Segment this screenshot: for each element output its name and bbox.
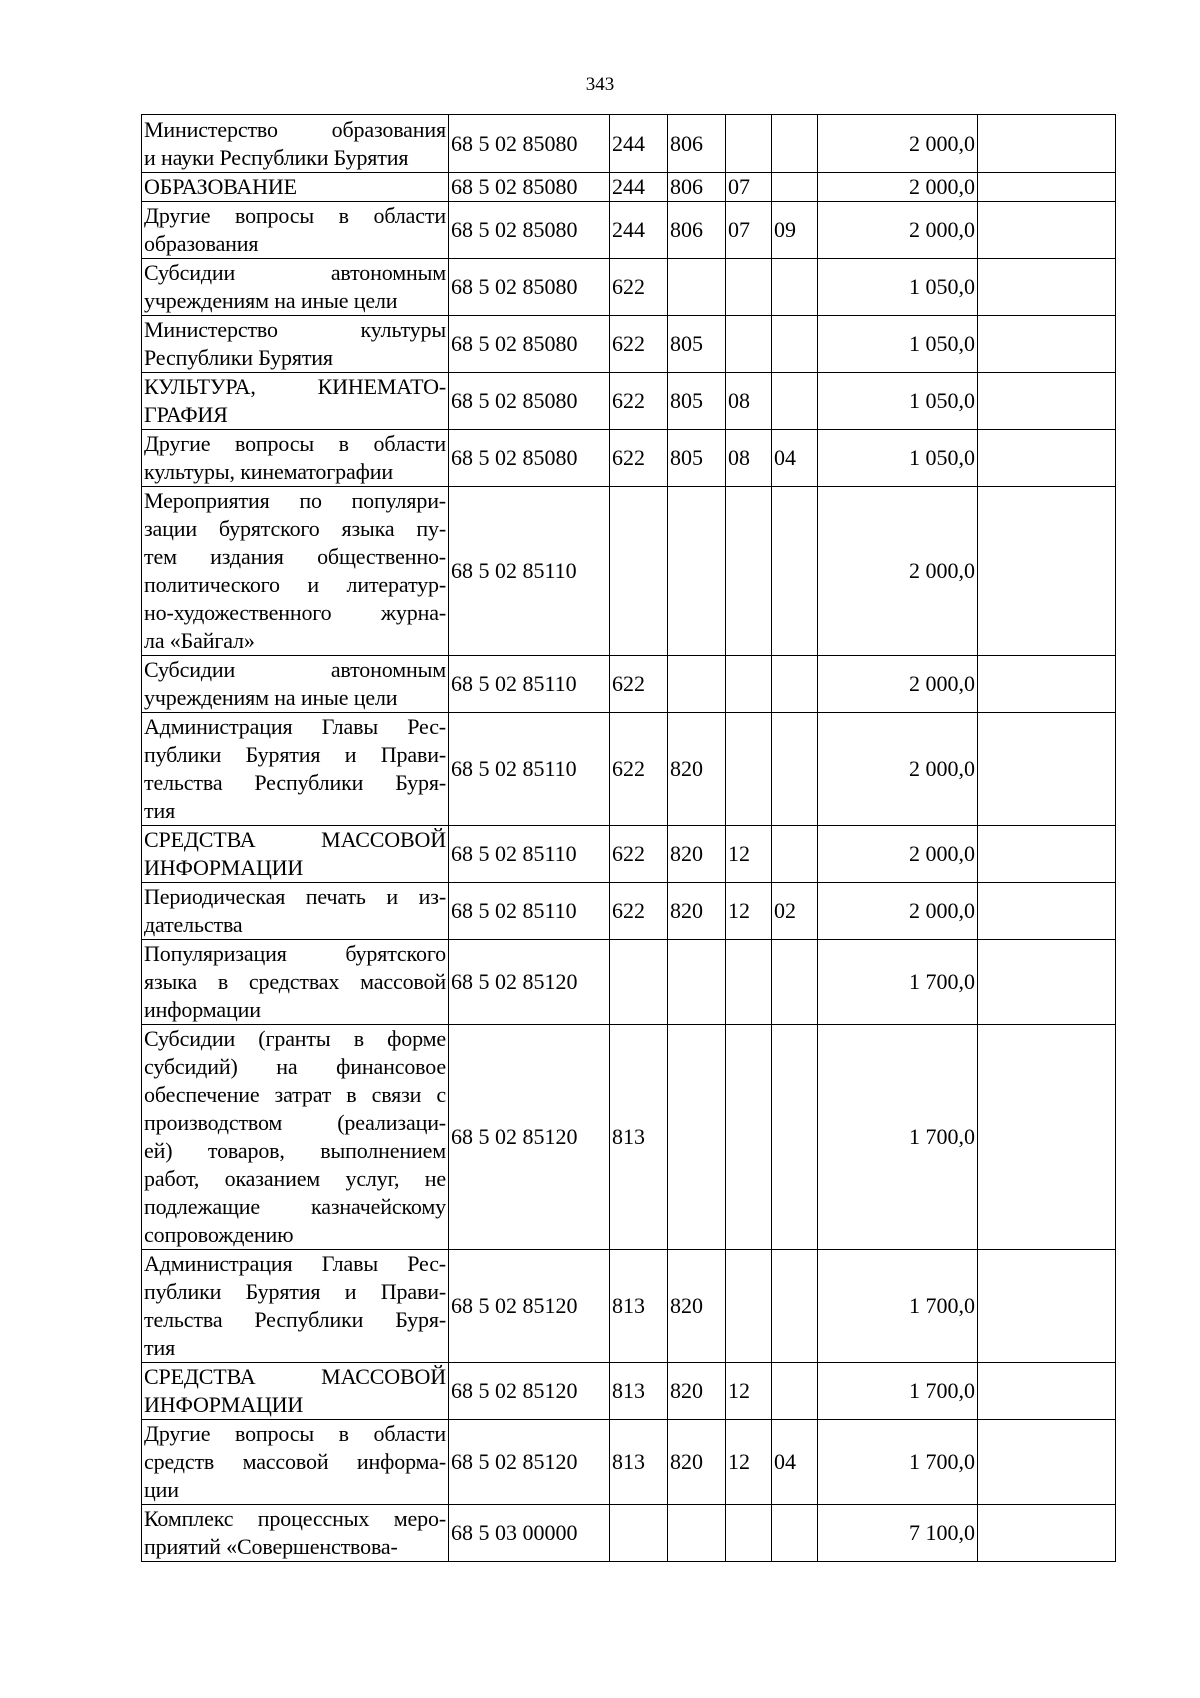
row-sum-cell: 2 000,0 <box>818 656 978 713</box>
row-rz-cell <box>726 487 772 656</box>
row-code-cell: 68 5 02 85080 <box>449 259 610 316</box>
row-rz-cell <box>726 115 772 173</box>
row-empty-cell <box>978 1420 1116 1505</box>
row-empty-cell <box>978 656 1116 713</box>
row-vr-cell: 813 <box>610 1025 668 1250</box>
row-name-line: и науки Республики Бурятия <box>144 144 409 170</box>
table-row <box>142 202 1116 259</box>
row-sum-cell: 1 050,0 <box>818 373 978 430</box>
row-name-cell <box>142 826 449 883</box>
row-name-line: средств массовой информа- <box>144 1449 446 1474</box>
row-name-line: обеспечение затрат в связи с <box>144 1082 446 1107</box>
table-row <box>142 1363 1116 1420</box>
table-row <box>142 1420 1116 1505</box>
row-name-line: ОБРАЗОВАНИЕ <box>144 174 297 199</box>
row-name-line: тем издания общественно- <box>144 544 446 569</box>
row-name-cell <box>142 713 449 826</box>
row-sum-cell: 1 700,0 <box>818 1420 978 1505</box>
row-name-line: подлежащие казначейскому <box>144 1194 446 1219</box>
row-code-cell: 68 5 02 85110 <box>449 487 610 656</box>
table-row <box>142 373 1116 430</box>
row-name-line: Другие вопросы в области <box>144 431 446 456</box>
row-rz-cell <box>726 940 772 1025</box>
row-pr-cell <box>772 1025 818 1250</box>
row-empty-cell <box>978 1250 1116 1363</box>
row-code-cell: 68 5 02 85080 <box>449 373 610 430</box>
row-name-line: сопровождению <box>144 1222 294 1247</box>
row-rz-cell: 12 <box>726 826 772 883</box>
row-name-line: Субсидии автономным <box>144 260 446 285</box>
row-empty-cell <box>978 1363 1116 1420</box>
row-pr-cell <box>772 1250 818 1363</box>
row-vr-cell: 622 <box>610 430 668 487</box>
row-empty-cell <box>978 883 1116 940</box>
row-rz-cell <box>726 713 772 826</box>
row-name-line: тия <box>144 798 176 823</box>
row-gr-cell: 820 <box>668 1250 726 1363</box>
row-name-cell <box>142 373 449 430</box>
row-pr-cell: 04 <box>772 430 818 487</box>
row-code-cell: 68 5 02 85110 <box>449 826 610 883</box>
row-pr-cell: 09 <box>772 202 818 259</box>
row-rz-cell <box>726 1250 772 1363</box>
row-name-line: Субсидии (гранты в форме <box>144 1026 446 1051</box>
row-name-line: СРЕДСТВА МАССОВОЙ <box>144 1364 446 1389</box>
row-rz-cell: 07 <box>726 173 772 202</box>
row-sum-cell: 2 000,0 <box>818 883 978 940</box>
row-gr-cell <box>668 259 726 316</box>
row-gr-cell: 806 <box>668 202 726 259</box>
row-sum-cell: 1 700,0 <box>818 1363 978 1420</box>
row-sum-cell: 2 000,0 <box>818 713 978 826</box>
row-empty-cell <box>978 1505 1116 1562</box>
table-row <box>142 883 1116 940</box>
row-pr-cell <box>772 713 818 826</box>
row-rz-cell: 08 <box>726 430 772 487</box>
table-row <box>142 713 1116 826</box>
table-row <box>142 173 1116 202</box>
row-pr-cell <box>772 826 818 883</box>
row-name-line: Субсидии автономным <box>144 657 446 682</box>
row-name-cell <box>142 487 449 656</box>
row-pr-cell <box>772 373 818 430</box>
row-empty-cell <box>978 373 1116 430</box>
row-sum-cell: 1 050,0 <box>818 316 978 373</box>
row-pr-cell <box>772 1505 818 1562</box>
row-name-cell <box>142 316 449 373</box>
row-gr-cell: 820 <box>668 1363 726 1420</box>
row-gr-cell: 820 <box>668 826 726 883</box>
row-name-line: субсидий) на финансовое <box>144 1054 446 1079</box>
row-name-line: Периодическая печать и из- <box>144 884 446 909</box>
table-row <box>142 316 1116 373</box>
row-name-line: публики Бурятия и Прави- <box>144 1279 446 1304</box>
row-pr-cell <box>772 940 818 1025</box>
row-pr-cell <box>772 173 818 202</box>
row-rz-cell <box>726 316 772 373</box>
row-name-line: Администрация Главы Рес- <box>144 1251 446 1276</box>
row-vr-cell: 244 <box>610 173 668 202</box>
row-pr-cell: 04 <box>772 1420 818 1505</box>
row-name-cell <box>142 430 449 487</box>
row-gr-cell: 806 <box>668 115 726 173</box>
row-empty-cell <box>978 259 1116 316</box>
row-code-cell: 68 5 02 85080 <box>449 316 610 373</box>
row-name-cell <box>142 173 449 202</box>
row-name-line: Комплекс процессных меро- <box>144 1506 446 1531</box>
row-vr-cell: 622 <box>610 883 668 940</box>
row-gr-cell: 806 <box>668 173 726 202</box>
page-number: 343 <box>585 74 615 95</box>
row-name-line: тия <box>144 1335 176 1360</box>
row-name-line: Администрация Главы Рес- <box>144 714 446 739</box>
row-name-line: КУЛЬТУРА, КИНЕМАТО- <box>144 374 446 399</box>
row-name-line: ИНФОРМАЦИИ <box>144 1392 304 1417</box>
row-sum-cell: 1 700,0 <box>818 1250 978 1363</box>
row-name-line: Министерство культуры <box>144 317 446 342</box>
row-gr-cell <box>668 1025 726 1250</box>
row-vr-cell: 622 <box>610 373 668 430</box>
row-gr-cell: 820 <box>668 883 726 940</box>
row-name-line: зации бурятского языка пу- <box>144 516 446 541</box>
row-name-cell <box>142 656 449 713</box>
row-rz-cell <box>726 259 772 316</box>
row-sum-cell: 2 000,0 <box>818 826 978 883</box>
table-row <box>142 487 1116 656</box>
row-name-line: работ, оказанием услуг, не <box>144 1166 446 1191</box>
row-name-line: СРЕДСТВА МАССОВОЙ <box>144 827 446 852</box>
row-rz-cell <box>726 1505 772 1562</box>
row-gr-cell <box>668 940 726 1025</box>
table-row <box>142 826 1116 883</box>
row-rz-cell: 12 <box>726 1363 772 1420</box>
row-vr-cell: 622 <box>610 656 668 713</box>
row-name-line: дательства <box>144 912 243 937</box>
row-name-line: культуры, кинематографии <box>144 459 393 484</box>
row-gr-cell: 820 <box>668 713 726 826</box>
row-name-line: ГРАФИЯ <box>144 402 228 427</box>
row-empty-cell <box>978 173 1116 202</box>
row-vr-cell: 622 <box>610 826 668 883</box>
table-row <box>142 656 1116 713</box>
row-code-cell: 68 5 02 85080 <box>449 173 610 202</box>
row-vr-cell <box>610 1505 668 1562</box>
row-vr-cell: 622 <box>610 259 668 316</box>
row-name-line: Другие вопросы в области <box>144 203 446 228</box>
row-code-cell: 68 5 03 00000 <box>449 1505 610 1562</box>
row-code-cell: 68 5 02 85110 <box>449 713 610 826</box>
table-row <box>142 1250 1116 1363</box>
row-sum-cell: 1 050,0 <box>818 259 978 316</box>
row-name-line: политического и литератур- <box>144 572 446 597</box>
row-sum-cell: 1 700,0 <box>818 940 978 1025</box>
row-name-cell <box>142 1505 449 1562</box>
row-gr-cell <box>668 487 726 656</box>
row-name-line: приятий «Совершенствова- <box>144 1534 398 1559</box>
row-empty-cell <box>978 940 1116 1025</box>
row-sum-cell: 2 000,0 <box>818 202 978 259</box>
table-row <box>142 259 1116 316</box>
row-name-line: ла «Байгал» <box>144 628 255 653</box>
table-row <box>142 430 1116 487</box>
row-name-line: производством (реализаци- <box>144 1110 446 1135</box>
row-name-cell <box>142 115 449 173</box>
table-body <box>142 115 1116 1562</box>
row-empty-cell <box>978 202 1116 259</box>
row-vr-cell: 622 <box>610 713 668 826</box>
row-name-line: ИНФОРМАЦИИ <box>144 855 304 880</box>
row-gr-cell: 805 <box>668 316 726 373</box>
row-code-cell: 68 5 02 85080 <box>449 430 610 487</box>
row-empty-cell <box>978 826 1116 883</box>
row-empty-cell <box>978 316 1116 373</box>
row-rz-cell: 07 <box>726 202 772 259</box>
row-name-line: образования <box>144 231 259 256</box>
row-gr-cell <box>668 656 726 713</box>
row-name-line: языка в средствах массовой <box>144 969 446 994</box>
row-name-line: Министерство образования <box>144 116 446 142</box>
row-pr-cell <box>772 115 818 173</box>
row-sum-cell: 2 000,0 <box>818 487 978 656</box>
row-pr-cell <box>772 487 818 656</box>
row-vr-cell: 813 <box>610 1363 668 1420</box>
row-pr-cell <box>772 316 818 373</box>
row-rz-cell <box>726 656 772 713</box>
row-vr-cell: 244 <box>610 115 668 173</box>
row-name-line: ей) товаров, выполнением <box>144 1138 446 1163</box>
row-name-line: ции <box>144 1477 179 1502</box>
table-row <box>142 115 1116 173</box>
row-name-cell <box>142 202 449 259</box>
row-name-cell <box>142 1363 449 1420</box>
row-vr-cell <box>610 487 668 656</box>
row-code-cell: 68 5 02 85120 <box>449 1420 610 1505</box>
row-name-cell <box>142 1250 449 1363</box>
row-name-line: Республики Бурятия <box>144 345 333 370</box>
row-name-cell <box>142 1025 449 1250</box>
row-name-line: тельства Республики Буря- <box>144 770 446 795</box>
row-pr-cell: 02 <box>772 883 818 940</box>
row-code-cell: 68 5 02 85080 <box>449 115 610 173</box>
row-gr-cell: 805 <box>668 430 726 487</box>
row-name-line: публики Бурятия и Прави- <box>144 742 446 767</box>
row-name-cell <box>142 940 449 1025</box>
row-rz-cell: 12 <box>726 1420 772 1505</box>
row-name-line: учреждениям на иные цели <box>144 685 398 710</box>
row-code-cell: 68 5 02 85080 <box>449 202 610 259</box>
budget-table <box>141 114 1116 1562</box>
row-rz-cell <box>726 1025 772 1250</box>
row-name-cell <box>142 883 449 940</box>
row-gr-cell <box>668 1505 726 1562</box>
row-name-line: учреждениям на иные цели <box>144 288 398 313</box>
row-code-cell: 68 5 02 85120 <box>449 1025 610 1250</box>
table-row <box>142 1025 1116 1250</box>
row-code-cell: 68 5 02 85110 <box>449 656 610 713</box>
row-empty-cell <box>978 487 1116 656</box>
row-sum-cell: 7 100,0 <box>818 1505 978 1562</box>
row-empty-cell <box>978 430 1116 487</box>
row-gr-cell: 820 <box>668 1420 726 1505</box>
row-empty-cell <box>978 1025 1116 1250</box>
row-empty-cell <box>978 115 1116 173</box>
row-code-cell: 68 5 02 85110 <box>449 883 610 940</box>
row-sum-cell: 2 000,0 <box>818 115 978 173</box>
row-pr-cell <box>772 656 818 713</box>
row-empty-cell <box>978 713 1116 826</box>
row-sum-cell: 2 000,0 <box>818 173 978 202</box>
row-pr-cell <box>772 259 818 316</box>
row-vr-cell: 813 <box>610 1420 668 1505</box>
row-vr-cell: 244 <box>610 202 668 259</box>
row-name-line: Мероприятия по популяри- <box>144 488 446 513</box>
table-row <box>142 940 1116 1025</box>
row-name-line: Популяризация бурятского <box>144 941 446 966</box>
row-name-line: тельства Республики Буря- <box>144 1307 446 1332</box>
row-name-line: информации <box>144 997 261 1022</box>
row-name-cell <box>142 259 449 316</box>
table-row <box>142 1505 1116 1562</box>
row-rz-cell: 12 <box>726 883 772 940</box>
row-pr-cell <box>772 1363 818 1420</box>
row-sum-cell: 1 700,0 <box>818 1025 978 1250</box>
row-vr-cell: 622 <box>610 316 668 373</box>
row-name-line: но-художественного журна- <box>144 600 446 625</box>
row-sum-cell: 1 050,0 <box>818 430 978 487</box>
row-vr-cell: 813 <box>610 1250 668 1363</box>
row-gr-cell: 805 <box>668 373 726 430</box>
row-vr-cell <box>610 940 668 1025</box>
row-code-cell: 68 5 02 85120 <box>449 1250 610 1363</box>
row-name-line: Другие вопросы в области <box>144 1421 446 1446</box>
row-name-cell <box>142 1420 449 1505</box>
row-code-cell: 68 5 02 85120 <box>449 1363 610 1420</box>
row-rz-cell: 08 <box>726 373 772 430</box>
row-code-cell: 68 5 02 85120 <box>449 940 610 1025</box>
